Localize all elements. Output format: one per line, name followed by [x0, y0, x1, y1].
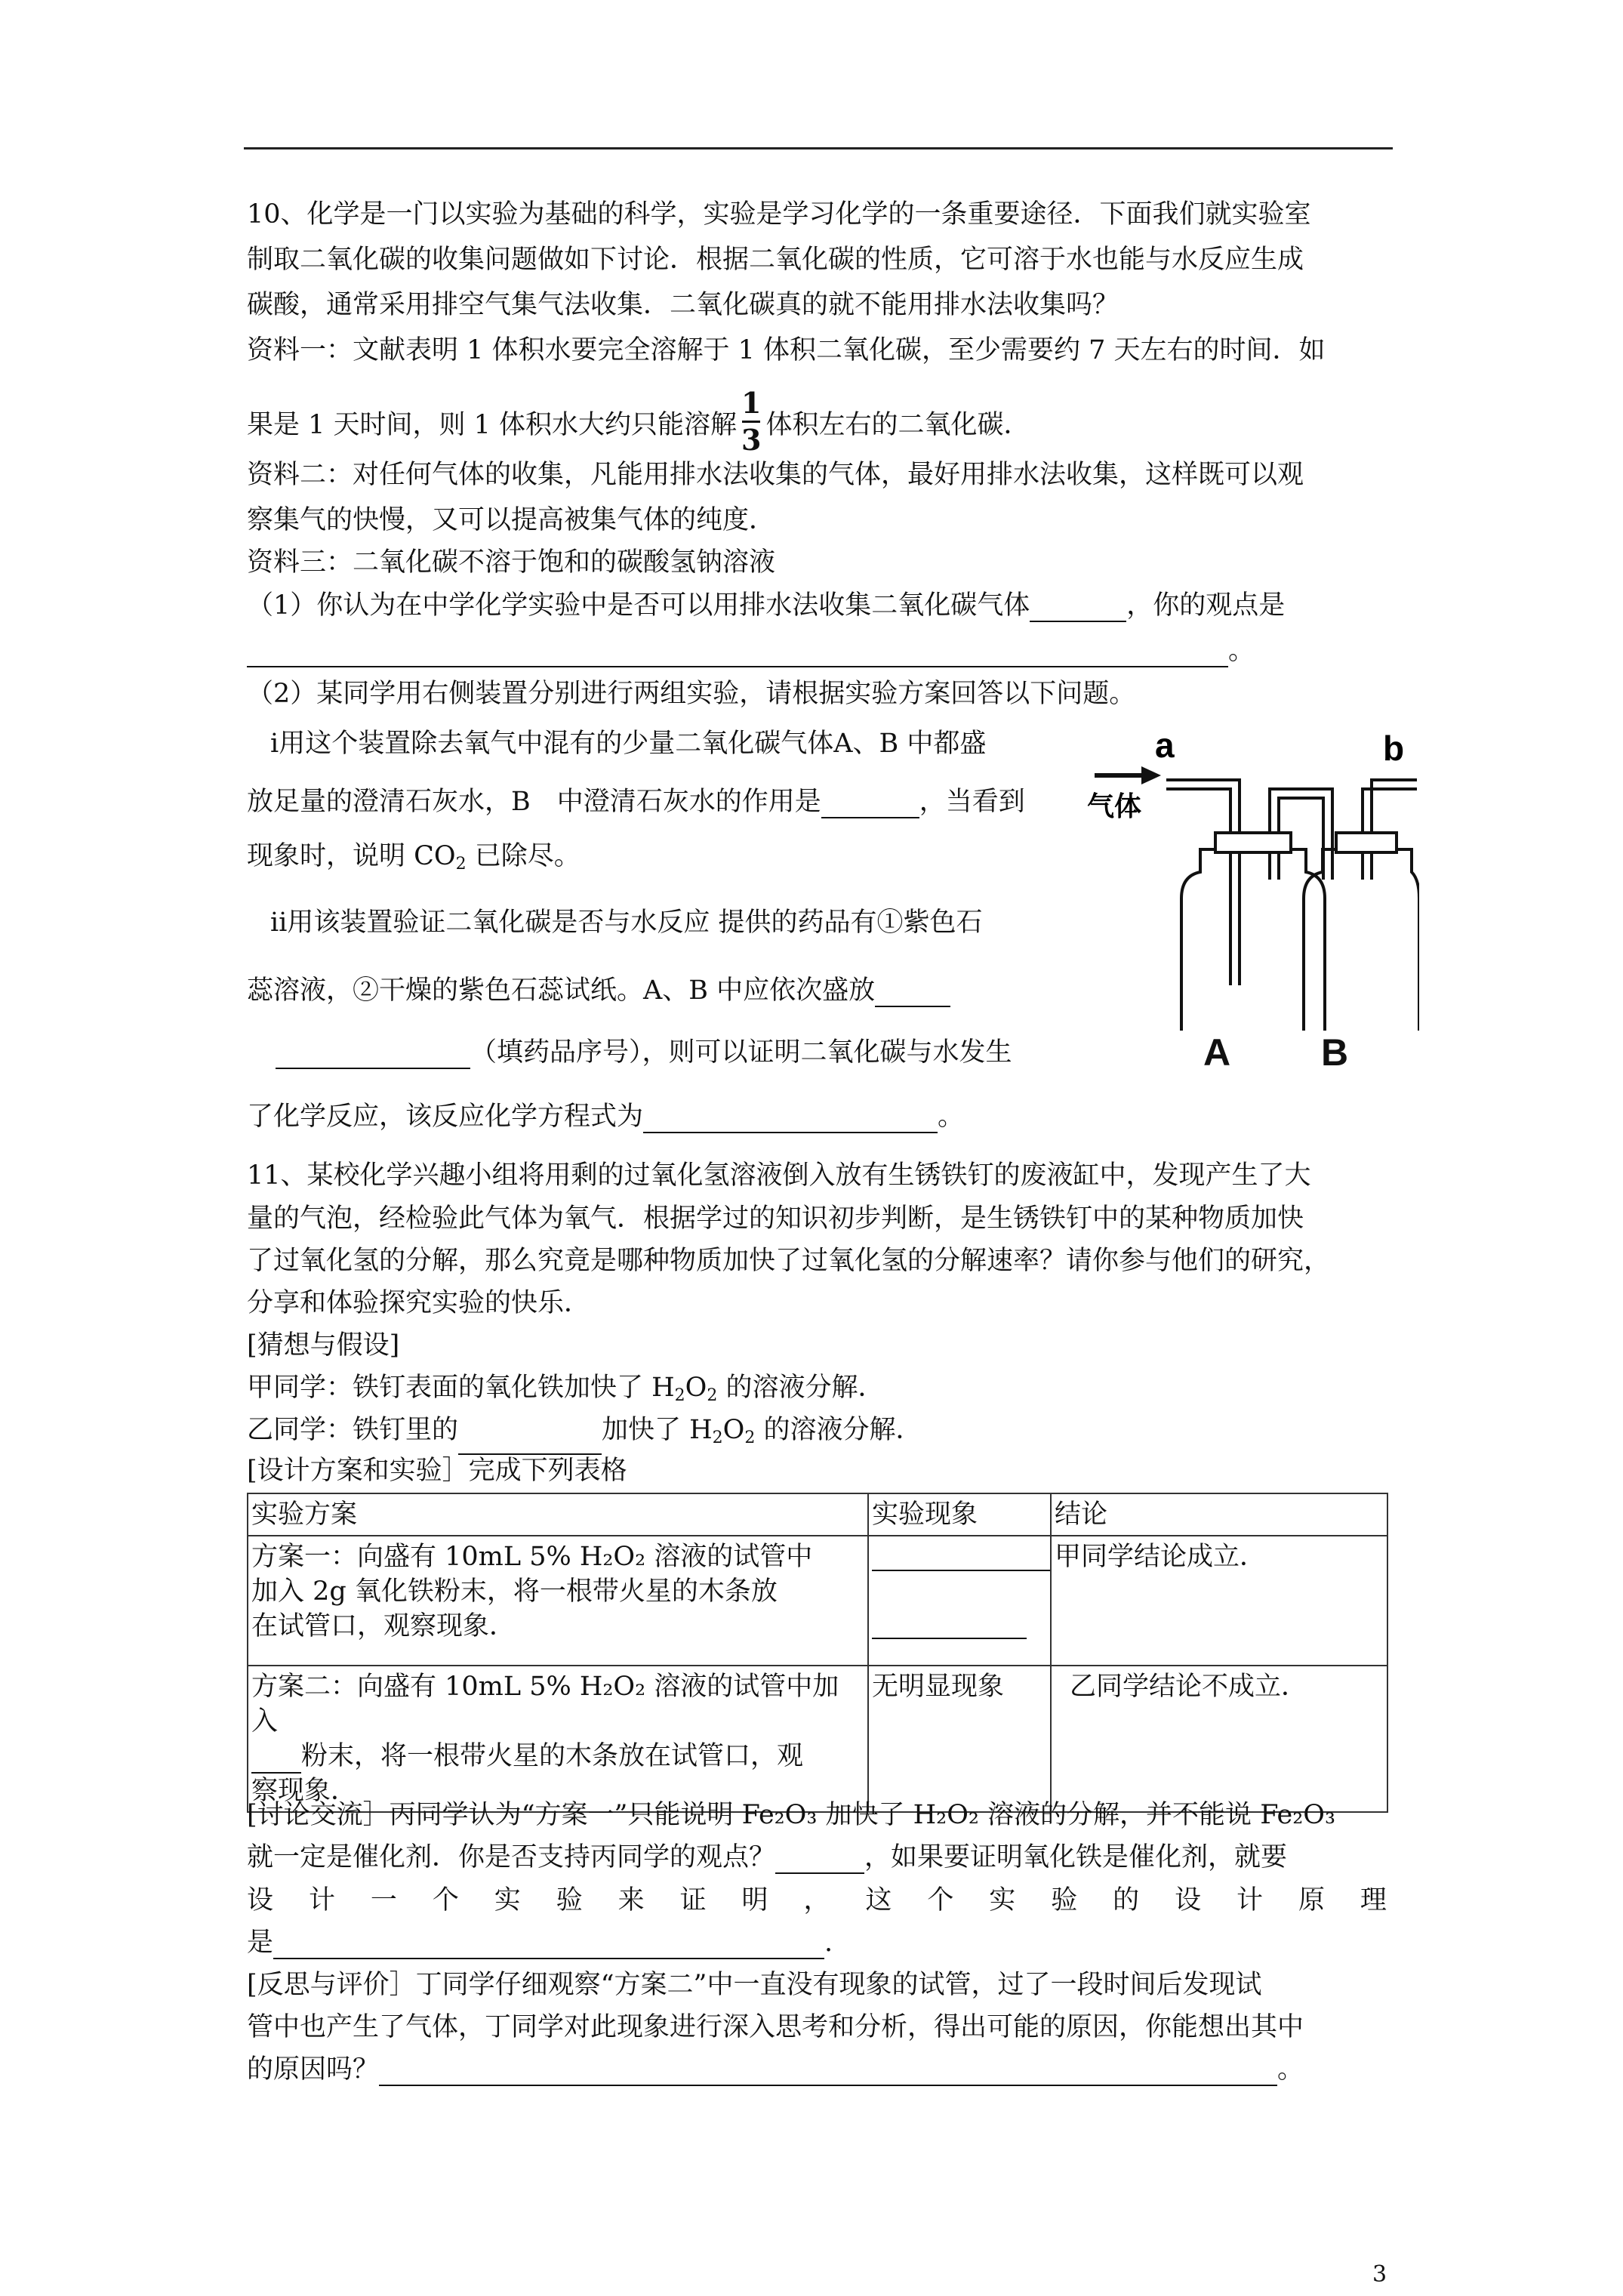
inlet-tube-a-icon: [1166, 789, 1230, 985]
q10-ii-blank-a[interactable]: [875, 978, 950, 1007]
q11-reflection-3: 的原因吗？ 。: [247, 2054, 1304, 2085]
q10-intro-2: 制取二氧化碳的收集问题做如下讨论．根据二氧化碳的性质，它可溶于水也能与水反应生成: [247, 245, 1304, 275]
q10-i-blank[interactable]: [821, 790, 919, 818]
header-conclusion: 结论: [1051, 1493, 1387, 1536]
q10-part1: （1）你认为在中学化学实验中是否可以用排水法收集二氧化碳气体 ，你的观点是: [247, 590, 1286, 621]
q10-p1-opinion-blank[interactable]: [247, 639, 1228, 667]
table-header-row: [248, 1493, 1387, 1536]
q11-discussion-2: 就一定是催化剂．你是否支持丙同学的观点？ ，如果要证明氧化铁是催化剂，就要: [247, 1842, 1288, 1872]
row1-phenomenon-blank-1[interactable]: [872, 1539, 1052, 1571]
q10-equation-blank[interactable]: [643, 1105, 938, 1133]
header-plan: 实验方案: [248, 1493, 868, 1536]
gas-flow-arrow-icon: [1141, 766, 1161, 784]
row1-conclusion: 甲同学结论成立．: [1051, 1536, 1387, 1666]
fraction-one-third: $\frac{1}{3}$: [741, 386, 762, 457]
q11-design-title: [设计方案和实验］完成下列表格: [247, 1456, 627, 1486]
q11-discussion-4: 是 .: [247, 1928, 833, 1958]
q10-i-line3: 现象时，说明 $CO_2$ 已除尽。: [247, 841, 581, 874]
q11-intro-4: 分享和体验探究实验的快乐．: [247, 1288, 591, 1318]
row2-powder-blank[interactable]: [251, 1745, 301, 1774]
q10-ref1-line1: 资料一：文献表明 1 体积水要完全溶解于 1 体积二氧化碳，至少需要约 7 天左右的时间．如: [247, 335, 1326, 365]
q10-ref3: 资料三：二氧化碳不溶于饱和的碳酸氢钠溶液: [247, 547, 776, 578]
q10-i-line1: ⅰ用这个装置除去氧气中混有的少量二氧化碳气体A、B 中都盛: [270, 729, 987, 759]
label-b: b: [1383, 729, 1405, 768]
q10-p1-blank[interactable]: [1030, 593, 1126, 622]
bottle-b-label: B: [1321, 1031, 1349, 1074]
row2-conclusion: 乙同学结论不成立．: [1051, 1666, 1387, 1812]
q11-yi: 乙同学：铁钉里的 加快了 $H_2O_2$ 的溶液分解．: [247, 1413, 922, 1455]
row1-phenomenon: [868, 1536, 1051, 1666]
q11-discussion-1: [讨论交流］丙同学认为“方案一”只能说明 Fe₂O₃ 加快了 H₂O₂ 溶液的分解，并不能说 Fe₂O₃: [247, 1800, 1336, 1830]
q11-intro-3: 了过氧化氢的分解，那么究竟是哪种物质加快了过氧化氢的分解速率？请你参与他们的研究，: [247, 1246, 1331, 1276]
stopper-a-icon: [1215, 833, 1291, 852]
q11-jia: 甲同学：铁钉表面的氧化铁加快了 $H_2O_2$ 的溶液分解．: [247, 1373, 885, 1405]
bottle-a-label: A: [1203, 1031, 1231, 1074]
page-number: 3: [1372, 2261, 1387, 2288]
q10-intro-1: 10、化学是一门以实验为基础的科学，实验是学习化学的一条重要途径．下面我们就实验室: [247, 199, 1311, 230]
q11-intro-2: 量的气泡，经检验此气体为氧气．根据学过的知识初步判断，是生锈铁钉中的某种物质加快: [247, 1203, 1304, 1234]
gas-washing-apparatus: [1087, 729, 1419, 1031]
q10-part1-answer-line: 。: [247, 634, 1255, 667]
q11-principle-blank[interactable]: [273, 1931, 824, 1959]
q10-i-line2: 放足量的澄清石灰水，B 中澄清石灰水的作用是 ，当看到: [247, 787, 1025, 817]
stopper-b-icon: [1336, 833, 1397, 852]
q10-ii-line1: ⅱ用该装置验证二氧化碳是否与水反应 提供的药品有①紫色石: [270, 908, 983, 938]
q11-support-blank[interactable]: [775, 1845, 864, 1874]
header-phenomenon: 实验现象: [868, 1493, 1051, 1536]
row1-phenomenon-blank-2[interactable]: [872, 1571, 1027, 1639]
row2-phenomenon: 无明显现象: [868, 1666, 1051, 1812]
q11-hypothesis-title: [猜想与假设]: [247, 1330, 400, 1361]
q11-discussion-3: 设 计 一 个 实 验 来 证 明 ， 这 个 实 验 的 设 计 原 理: [247, 1885, 1387, 1915]
q10-ii-blank-b[interactable]: [276, 1040, 470, 1069]
q10-part2: （2）某同学用右侧装置分别进行两组实验，请根据实验方案回答以下问题。: [247, 679, 1136, 709]
experiment-table: [247, 1493, 1388, 1813]
header-rule: [244, 147, 1393, 149]
q10-ref1-line2: 果是 1 天时间，则 1 体积水大约只能溶解 $\frac{1}{3}$ 体积左右的二氧化碳．: [247, 386, 1030, 457]
q10-ii-line2: 蕊溶液，②干燥的紫色石蕊试纸。A、B 中应依次盛放: [247, 974, 950, 1007]
q11-intro-1: 11、某校化学兴趣小组将用剩的过氧化氢溶液倒入放有生锈铁钉的废液缸中，发现产生了大: [247, 1160, 1311, 1191]
row1-plan: 方案一：向盛有 10mL 5% H₂O₂ 溶液的试管中 加入 2g 氧化铁粉末，将一根带火星的木条放 在试管口，观察现象．: [248, 1536, 868, 1666]
row2-plan: 方案二：向盛有 10mL 5% H₂O₂ 溶液的试管中加入 粉末，将一根带火星的木条放在试管口，观 察现象．: [248, 1666, 868, 1812]
q10-ii-line3: （填药品序号），则可以证明二氧化碳与水发生: [276, 1036, 1012, 1069]
label-a: a: [1155, 729, 1175, 765]
label-gas: 气体: [1087, 791, 1142, 822]
q10-ref2-line1: 资料二：对任何气体的收集，凡能用排水法收集的气体，最好用排水法收集，这样既可以观: [247, 460, 1304, 490]
q10-ref2-line2: 察集气的快慢，又可以提高被集气体的纯度．: [247, 505, 776, 535]
table-row: [248, 1536, 1387, 1666]
q11-reflection-1: [反思与评价］丁同学仔细观察“方案二”中一直没有现象的试管，过了一段时间后发现试: [247, 1970, 1262, 2000]
q11-reason-blank[interactable]: [379, 2057, 1277, 2086]
q11-yi-blank[interactable]: [458, 1426, 602, 1455]
table-row: [248, 1666, 1387, 1812]
q10-intro-3: 碳酸，通常采用排空气集气法收集．二氧化碳真的就不能用排水法收集吗？: [247, 290, 1119, 320]
q11-reflection-2: 管中也产生了气体，丁同学对此现象进行深入思考和分析，得出可能的原因，你能想出其中: [247, 2012, 1304, 2042]
q10-ii-line4: 了化学反应，该反应化学方程式为 。: [247, 1102, 965, 1132]
